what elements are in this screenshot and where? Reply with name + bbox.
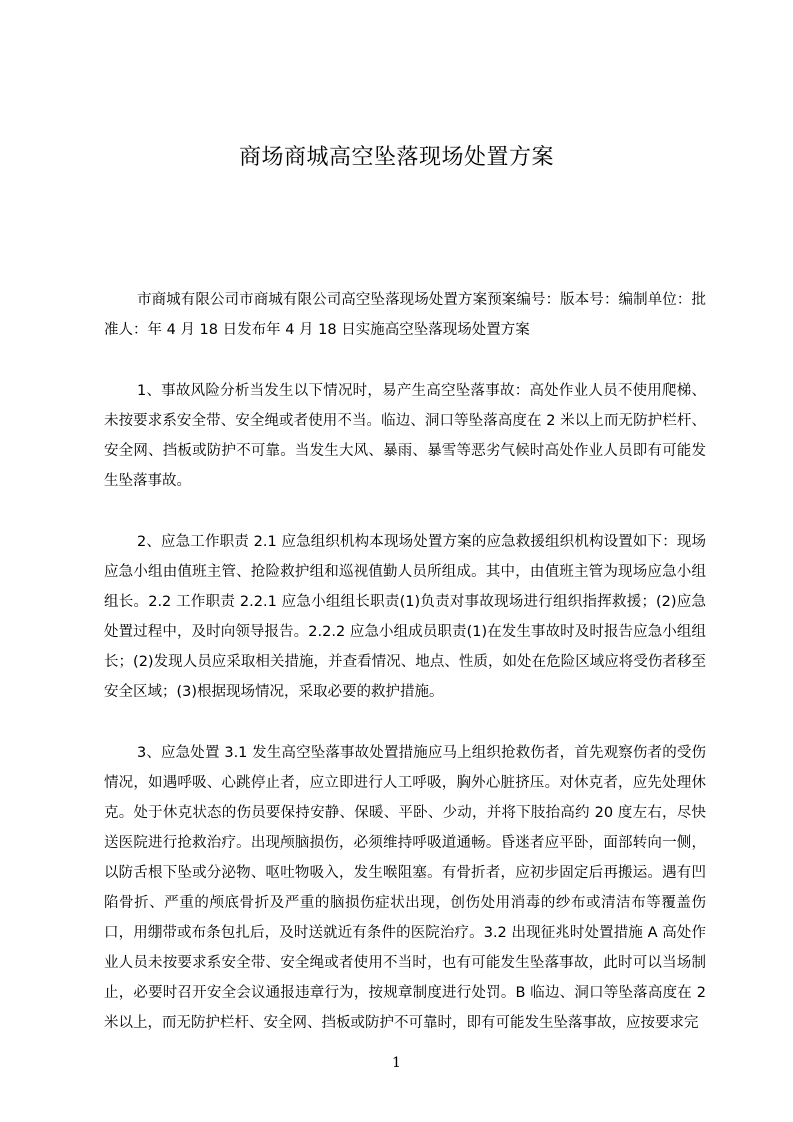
page-title: 商场商城高空坠落现场处置方案: [238, 145, 554, 170]
paragraph-risk-analysis: 1、事故风险分析当发生以下情况时，易产生高空坠落事故：高处作业人员不使用爬梯、未按要求系安全带、安全绳或者使用不当。临边、洞口等坠落高度在 2 米以上而无防护栏杆、安全网、挡板或防护不可靠。当发生大风、暴雨、暴雪等恶劣气候时高处作业人员即有可能发生坠落事故。: [104, 383, 706, 489]
paragraph-header-info: 市商城有限公司市商城有限公司高空坠落现场处置方案预案编号：版本号：编制单位：批准人：年 4 月 18 日发布年 4 月 18 日实施高空坠落现场处置方案: [104, 292, 706, 338]
page-number: 1: [392, 1055, 401, 1071]
paragraph-emergency-response: 3、应急处置 3.1 发生高空坠落事故处置措施应马上组织抢救伤者，首先观察伤者的受伤情况，如遇呼吸、心跳停止者，应立即进行人工呼吸，胸外心脏挤压。对休克者，应先处理休克。处于休克状态的伤员要保持安静、保暖、平卧、少动，并将下肢抬高约 20 度左右，尽快送医院进行抢救治疗。出现颅脑损伤，必须维持呼吸道通畅。昏迷者应平卧，面部转向一侧，以防舌根下坠或分泌物、呕吐物吸入，发生喉阻塞。有骨折者，应初步固定后再搬运。遇有凹陷骨折、严重的颅底骨折及严重的脑损伤症状出现，创伤处用消毒的纱布或清洁布等覆盖伤口，用绷带或布条包扎后，及时送就近有条件的医院治疗。3.2 出现征兆时处置措施 A 高处作业人员未按要求系安全带、安全绳或者使用不当时，也有可能发生坠落事故，此时可以当场制止，必要时召开安全会议通报违章行为，按规章制度进行处罚。B 临边、洞口等坠落高度在 2 米以上，而无防护栏杆、安全网、挡板或防护不可靠时，即有可能发生坠落事故，应按要求完: [104, 745, 706, 1031]
paragraph-emergency-duties: 2、应急工作职责 2.1 应急组织机构本现场处置方案的应急救援组织机构设置如下：现场应急小组由值班主管、抢险救护组和巡视值勤人员所组成。其中，由值班主管为现场应急小组组长。2.2 工作职责 2.2.1 应急小组组长职责(1)负责对事故现场进行组织指挥救援；(2)应急处置过程中，及时向领导报告。2.2.2 应急小组成员职责(1)在发生事故时及时报告应急小组组长；(2)发现人员应采取相关措施，并查看情况、地点、性质，如处在危险区域应将受伤者移至安全区域；(3)根据现场情况，采取必要的救护措施。: [104, 534, 706, 700]
document-body: [104, 285, 706, 1069]
